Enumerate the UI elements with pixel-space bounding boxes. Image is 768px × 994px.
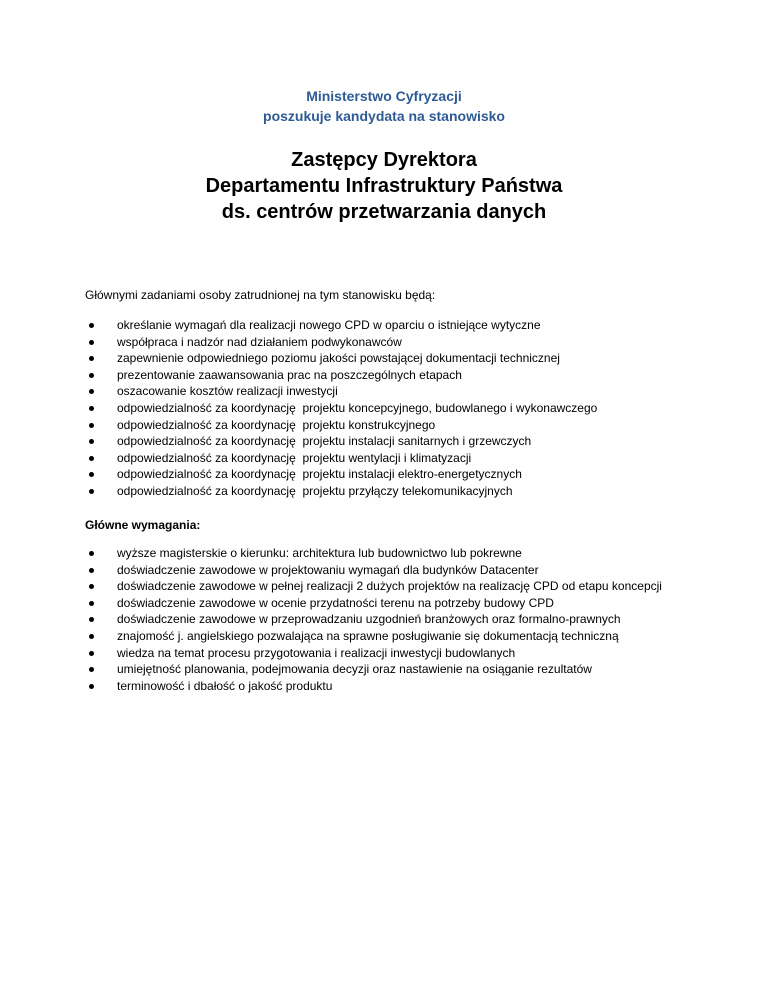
task-text: zapewnienie odpowiedniego poziomu jakości powstającej dokumentacji technicznej: [117, 351, 560, 366]
list-item: [89, 483, 689, 500]
task-text: prezentowanie zaawansowania prac na poszczególnych etapach: [117, 367, 462, 382]
list-item: [89, 595, 689, 612]
bullet-icon: [89, 406, 94, 411]
bullet-icon: [89, 389, 94, 394]
position-title-line-3: ds. centrów przetwarzania danych: [221, 201, 547, 223]
bullet-icon: [89, 472, 94, 477]
list-item: [89, 645, 689, 662]
bullet-icon: [89, 667, 94, 672]
ministry-header: [0, 86, 768, 126]
bullet-icon: [89, 439, 94, 444]
ministry-name: Ministerstwo Cyfryzacji: [306, 88, 462, 104]
requirement-text: doświadczenie zawodowe w ocenie przydatności terenu na potrzeby budowy CPD: [117, 595, 554, 610]
bullet-icon: [89, 617, 94, 622]
list-item: [89, 334, 689, 351]
ministry-subtitle: poszukuje kandydata na stanowisko: [263, 108, 505, 124]
task-text: odpowiedzialność za koordynację projektu koncepcyjnego, budowlanego i wykonawczego: [117, 400, 598, 415]
requirement-text: umiejętność planowania, podejmowania decyzji oraz nastawienie na osiąganie rezultatów: [117, 662, 592, 677]
task-text: odpowiedzialność za koordynację projektu konstrukcyjnego: [117, 417, 436, 432]
list-item: [89, 578, 689, 595]
position-title: [0, 147, 768, 225]
list-item: [89, 545, 689, 562]
task-text: oszacowanie kosztów realizacji inwestycji: [117, 384, 338, 399]
task-text: odpowiedzialność za koordynację projektu przyłączy telekomunikacyjnych: [117, 483, 513, 498]
list-item: [89, 317, 689, 334]
bullet-icon: [89, 551, 94, 556]
list-item: [89, 611, 689, 628]
bullet-icon: [89, 634, 94, 639]
list-item: [89, 450, 689, 467]
requirement-text: doświadczenie zawodowe w pełnej realizacji 2 dużych projektów na realizację CPD od etapu koncepcji: [117, 579, 662, 594]
bullet-icon: [89, 356, 94, 361]
list-item: [89, 350, 689, 367]
requirement-text: doświadczenie zawodowe w przeprowadzaniu uzgodnień branżowych oraz formalno-prawnych: [117, 612, 621, 627]
tasks-intro: Głównymi zadaniami osoby zatrudnionej na tym stanowisku będą:: [85, 288, 436, 302]
requirement-text: doświadczenie zawodowe w projektowaniu wymagań dla budynków Datacenter: [117, 562, 539, 577]
task-text: odpowiedzialność za koordynację projektu instalacji elektro-energetycznych: [117, 467, 522, 482]
list-item: [89, 661, 689, 678]
bullet-icon: [89, 423, 94, 428]
list-item: [89, 433, 689, 450]
position-title-line-1: Zastępcy Dyrektora: [291, 149, 477, 171]
bullet-icon: [89, 340, 94, 345]
list-item: [89, 383, 689, 400]
bullet-icon: [89, 489, 94, 494]
tasks-list: [89, 317, 689, 500]
requirements-heading: Główne wymagania:: [85, 518, 201, 532]
list-item: [89, 562, 689, 579]
bullet-icon: [89, 568, 94, 573]
bullet-icon: [89, 684, 94, 689]
bullet-icon: [89, 373, 94, 378]
position-title-line-2: Departamentu Infrastruktury Państwa: [205, 175, 563, 197]
list-item: [89, 367, 689, 384]
bullet-icon: [89, 323, 94, 328]
list-item: [89, 628, 689, 645]
bullet-icon: [89, 456, 94, 461]
task-text: odpowiedzialność za koordynację projektu wentylacji i klimatyzacji: [117, 450, 472, 465]
task-text: odpowiedzialność za koordynację projektu instalacji sanitarnych i grzewczych: [117, 434, 532, 449]
bullet-icon: [89, 651, 94, 656]
bullet-icon: [89, 584, 94, 589]
requirement-text: znajomość j. angielskiego pozwalająca na sprawne posługiwanie się dokumentacją techniczną: [117, 628, 619, 643]
requirement-text: wyższe magisterskie o kierunku: architektura lub budownictwo lub pokrewne: [117, 546, 522, 560]
task-text: współpraca i nadzór nad działaniem podwykonawców: [117, 334, 402, 349]
requirement-text: terminowość i dbałość o jakość produktu: [117, 678, 333, 693]
task-text: określanie wymagań dla realizacji nowego CPD w oparciu o istniejące wytyczne: [117, 318, 541, 332]
list-item: [89, 417, 689, 434]
list-item: [89, 466, 689, 483]
requirements-list: [89, 545, 689, 694]
list-item: [89, 678, 689, 695]
requirement-text: wiedza na temat procesu przygotowania i realizacji inwestycji budowlanych: [117, 645, 516, 660]
bullet-icon: [89, 601, 94, 606]
list-item: [89, 400, 689, 417]
